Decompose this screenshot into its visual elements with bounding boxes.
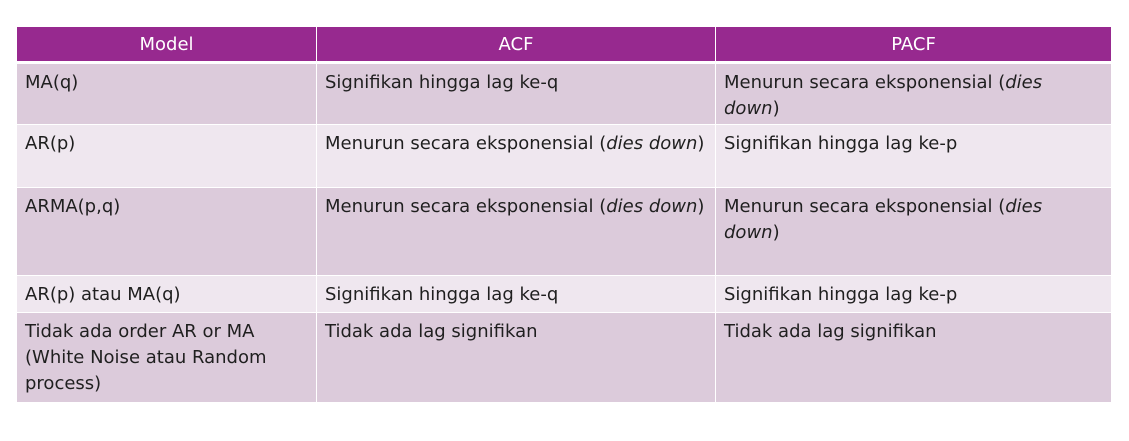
pacf-tail: ) xyxy=(772,222,780,243)
acf-italic: dies down xyxy=(606,196,698,217)
acf-tail: ) xyxy=(697,196,705,217)
model-cell: AR(p) atau MA(q) xyxy=(17,276,317,313)
table-body xyxy=(17,63,1112,403)
acf-tail: ) xyxy=(697,133,705,154)
header-row xyxy=(17,27,1112,63)
acf-text: Tidak ada lag signifikan xyxy=(325,321,538,342)
model-cell: Tidak ada order AR or MA (White Noise atau Random process) xyxy=(17,313,317,403)
acf-text: Signifikan hingga lag ke-q xyxy=(325,72,559,93)
model-cell: AR(p) xyxy=(17,125,317,188)
header-model: Model xyxy=(17,27,317,63)
acf-cell xyxy=(317,125,716,188)
table-row xyxy=(17,313,1112,403)
pacf-text: Menurun secara eksponensial ( xyxy=(724,196,1006,217)
table-row xyxy=(17,188,1112,276)
table-row xyxy=(17,276,1112,313)
pacf-cell xyxy=(716,276,1112,313)
pacf-text: Menurun secara eksponensial ( xyxy=(724,72,1006,93)
table-row xyxy=(17,63,1112,125)
pacf-text: Tidak ada lag signifikan xyxy=(724,321,937,342)
pacf-italic: dies down xyxy=(724,196,1043,243)
acf-cell xyxy=(317,276,716,313)
header-acf: ACF xyxy=(317,27,716,63)
pacf-cell xyxy=(716,125,1112,188)
table-header xyxy=(17,27,1112,63)
acf-italic: dies down xyxy=(606,133,698,154)
pacf-cell xyxy=(716,313,1112,403)
acf-text: Menurun secara eksponensial ( xyxy=(325,133,607,154)
header-pacf: PACF xyxy=(716,27,1112,63)
pacf-tail: ) xyxy=(772,98,780,119)
acf-pacf-table-container xyxy=(16,27,1111,403)
acf-cell xyxy=(317,313,716,403)
model-cell: ARMA(p,q) xyxy=(17,188,317,276)
acf-cell xyxy=(317,188,716,276)
acf-pacf-table xyxy=(16,27,1112,403)
pacf-cell xyxy=(716,188,1112,276)
acf-text: Menurun secara eksponensial ( xyxy=(325,196,607,217)
pacf-cell xyxy=(716,63,1112,125)
acf-cell xyxy=(317,63,716,125)
pacf-italic: dies down xyxy=(724,72,1043,119)
model-cell: MA(q) xyxy=(17,63,317,125)
table-row xyxy=(17,125,1112,188)
pacf-text: Signifikan hingga lag ke-p xyxy=(724,284,958,305)
acf-text: Signifikan hingga lag ke-q xyxy=(325,284,559,305)
pacf-text: Signifikan hingga lag ke-p xyxy=(724,133,958,154)
